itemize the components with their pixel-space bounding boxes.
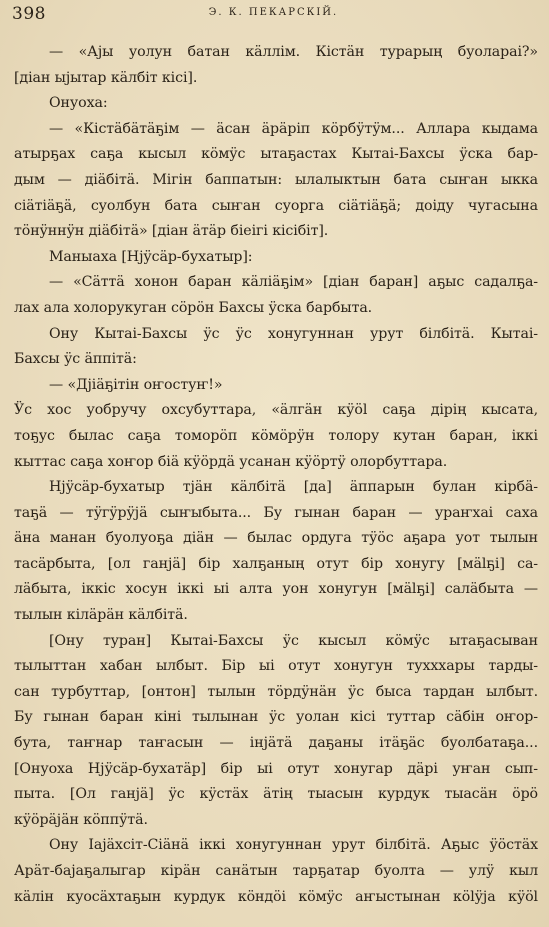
text-line: äна манан буолуоҕа діäн — былас ордуга тӱöс аҕара уот тылын bbox=[14, 530, 538, 547]
text-line: сіäтіäҕä, суолбун бата сыҥан суорга сіäтіäҕä; доіду чугасына bbox=[14, 197, 538, 214]
text-line: тöнӱннӱн діäбітä» [діан äтäр біеігі кісібіт]. bbox=[14, 223, 329, 240]
page-number: 398 bbox=[12, 4, 46, 24]
text-line: пыта. [Ол ганjä] ӱс кӱстäх äтің тыасын курдук тыасäн öрö bbox=[14, 786, 538, 803]
text-line: Ӱс хос уобручу охсубуттара, «äлгäн кӱöl саҕа дірің кысата, bbox=[14, 402, 538, 419]
text-line: [діан ыjытар кäлбіт кісі]. bbox=[14, 69, 198, 86]
text-line: — «Кістäбäтäҕім — äсан äрäріп кöрбӱтӱм... Аллара кыдама bbox=[49, 120, 538, 137]
text-line: Арäт-баjаҕалыгар кірäн санäтын тарҕатар буолта — улӱ кыл bbox=[14, 863, 538, 879]
text-line: — «Дjiäҕітін оҥостуҥ!» bbox=[49, 376, 223, 393]
body-text bbox=[14, 40, 538, 910]
text-line: Бахсы ӱс äппітä: bbox=[14, 351, 137, 368]
page-header bbox=[12, 4, 535, 24]
text-line: сан турбуттар, [онтон] тылын тöрдӱнäн ӱс быса тардан ылбыт. bbox=[14, 683, 538, 700]
text-line: бута, таҥнар таҥасын — інjäтä даҕаны ітäҕäс буолбатаҕа... bbox=[14, 735, 538, 752]
text-line: таҕä — тӱгӱрӱjä сыҥыбыта... Бу гынан баран — ураҥхаі саха bbox=[14, 504, 538, 521]
text-line: лах ала холорукуган сöрöн Бахсы ӱска барбыта. bbox=[14, 299, 373, 316]
text-line: [Онуоха Нjӱсäр-бухатäр] бір ыі отут хонугар дäрі уҥан сып- bbox=[14, 760, 538, 777]
text-line: кыттас саҕа хоҥор біä кӱöрдä усанан кӱöртӱ олорбуттара. bbox=[14, 453, 448, 470]
text-line: лäбыта, іккіс хосун іккі ыі алта уон хонугун [мälҕі] салäбыта — bbox=[14, 581, 538, 598]
text-line: Онуоха: bbox=[49, 95, 108, 112]
text-line: атырҕах саҕа кысыл кöмӱс ытаҕастах Кытаі-Бахсы ӱска бар- bbox=[14, 146, 538, 163]
text-line: тылыттан хабан ылбыт. Бір ыі отут хонугун тухххары тарды- bbox=[14, 658, 538, 675]
text-line: — «Аjы уолун батан кäллім. Кістäн турарың буоларai?» bbox=[49, 44, 538, 60]
text-line: тасäрбыта, [ол ганjä] бір халҕаның отут бір хонугу [мälҕі] са- bbox=[14, 555, 538, 572]
text-line: кäлін куосäхтаҕын курдук кöндöі кöмӱс аҥыстынан кölӱjа кӱöl bbox=[14, 888, 538, 905]
text-line: дым — діäбітä. Мігін баппатын: ылалыктын бата сыҥан ыкка bbox=[14, 171, 538, 188]
text-line: — «Сäттä хонон баран кäліäҕім» [діан баран] аҕыс садалҕа- bbox=[49, 274, 538, 291]
text-line: Маныаха [Нjӱсäр-бухатыр]: bbox=[49, 248, 253, 265]
text-line: кӱöрäjäн кöппӱтä. bbox=[14, 811, 148, 828]
text-line: тоҕус былас саҕа томорöп кöмöрӱн толору кутан баран, іккі bbox=[14, 427, 538, 444]
text-line: Ону Кытаі-Бахсы ӱс ӱс хонугуннан урут білбітä. Кытаі- bbox=[49, 325, 538, 342]
text-line: Ону Іаjäхсіт-Сіäнä іккі хонугуннан урут білбітä. Аҕыс ӱöстäх bbox=[49, 837, 538, 854]
text-line: [Ону туран] Кытаі-Бахсы ӱс кысыл кöмӱс ытаҕасыван bbox=[49, 632, 538, 649]
text-line: Нjӱсäр-бухатыр тjäн кäлбітä [да] äппарын булан кірбä- bbox=[49, 479, 538, 496]
text-line: тылын кілäрäн кäлбітä. bbox=[14, 607, 188, 624]
text-line: Бу гынан баран кіні тылынан ӱс уолан кісі туттар сäбін оҥор- bbox=[14, 709, 538, 726]
running-head: Э. К. ПЕКАРСКІЙ. bbox=[208, 7, 339, 18]
